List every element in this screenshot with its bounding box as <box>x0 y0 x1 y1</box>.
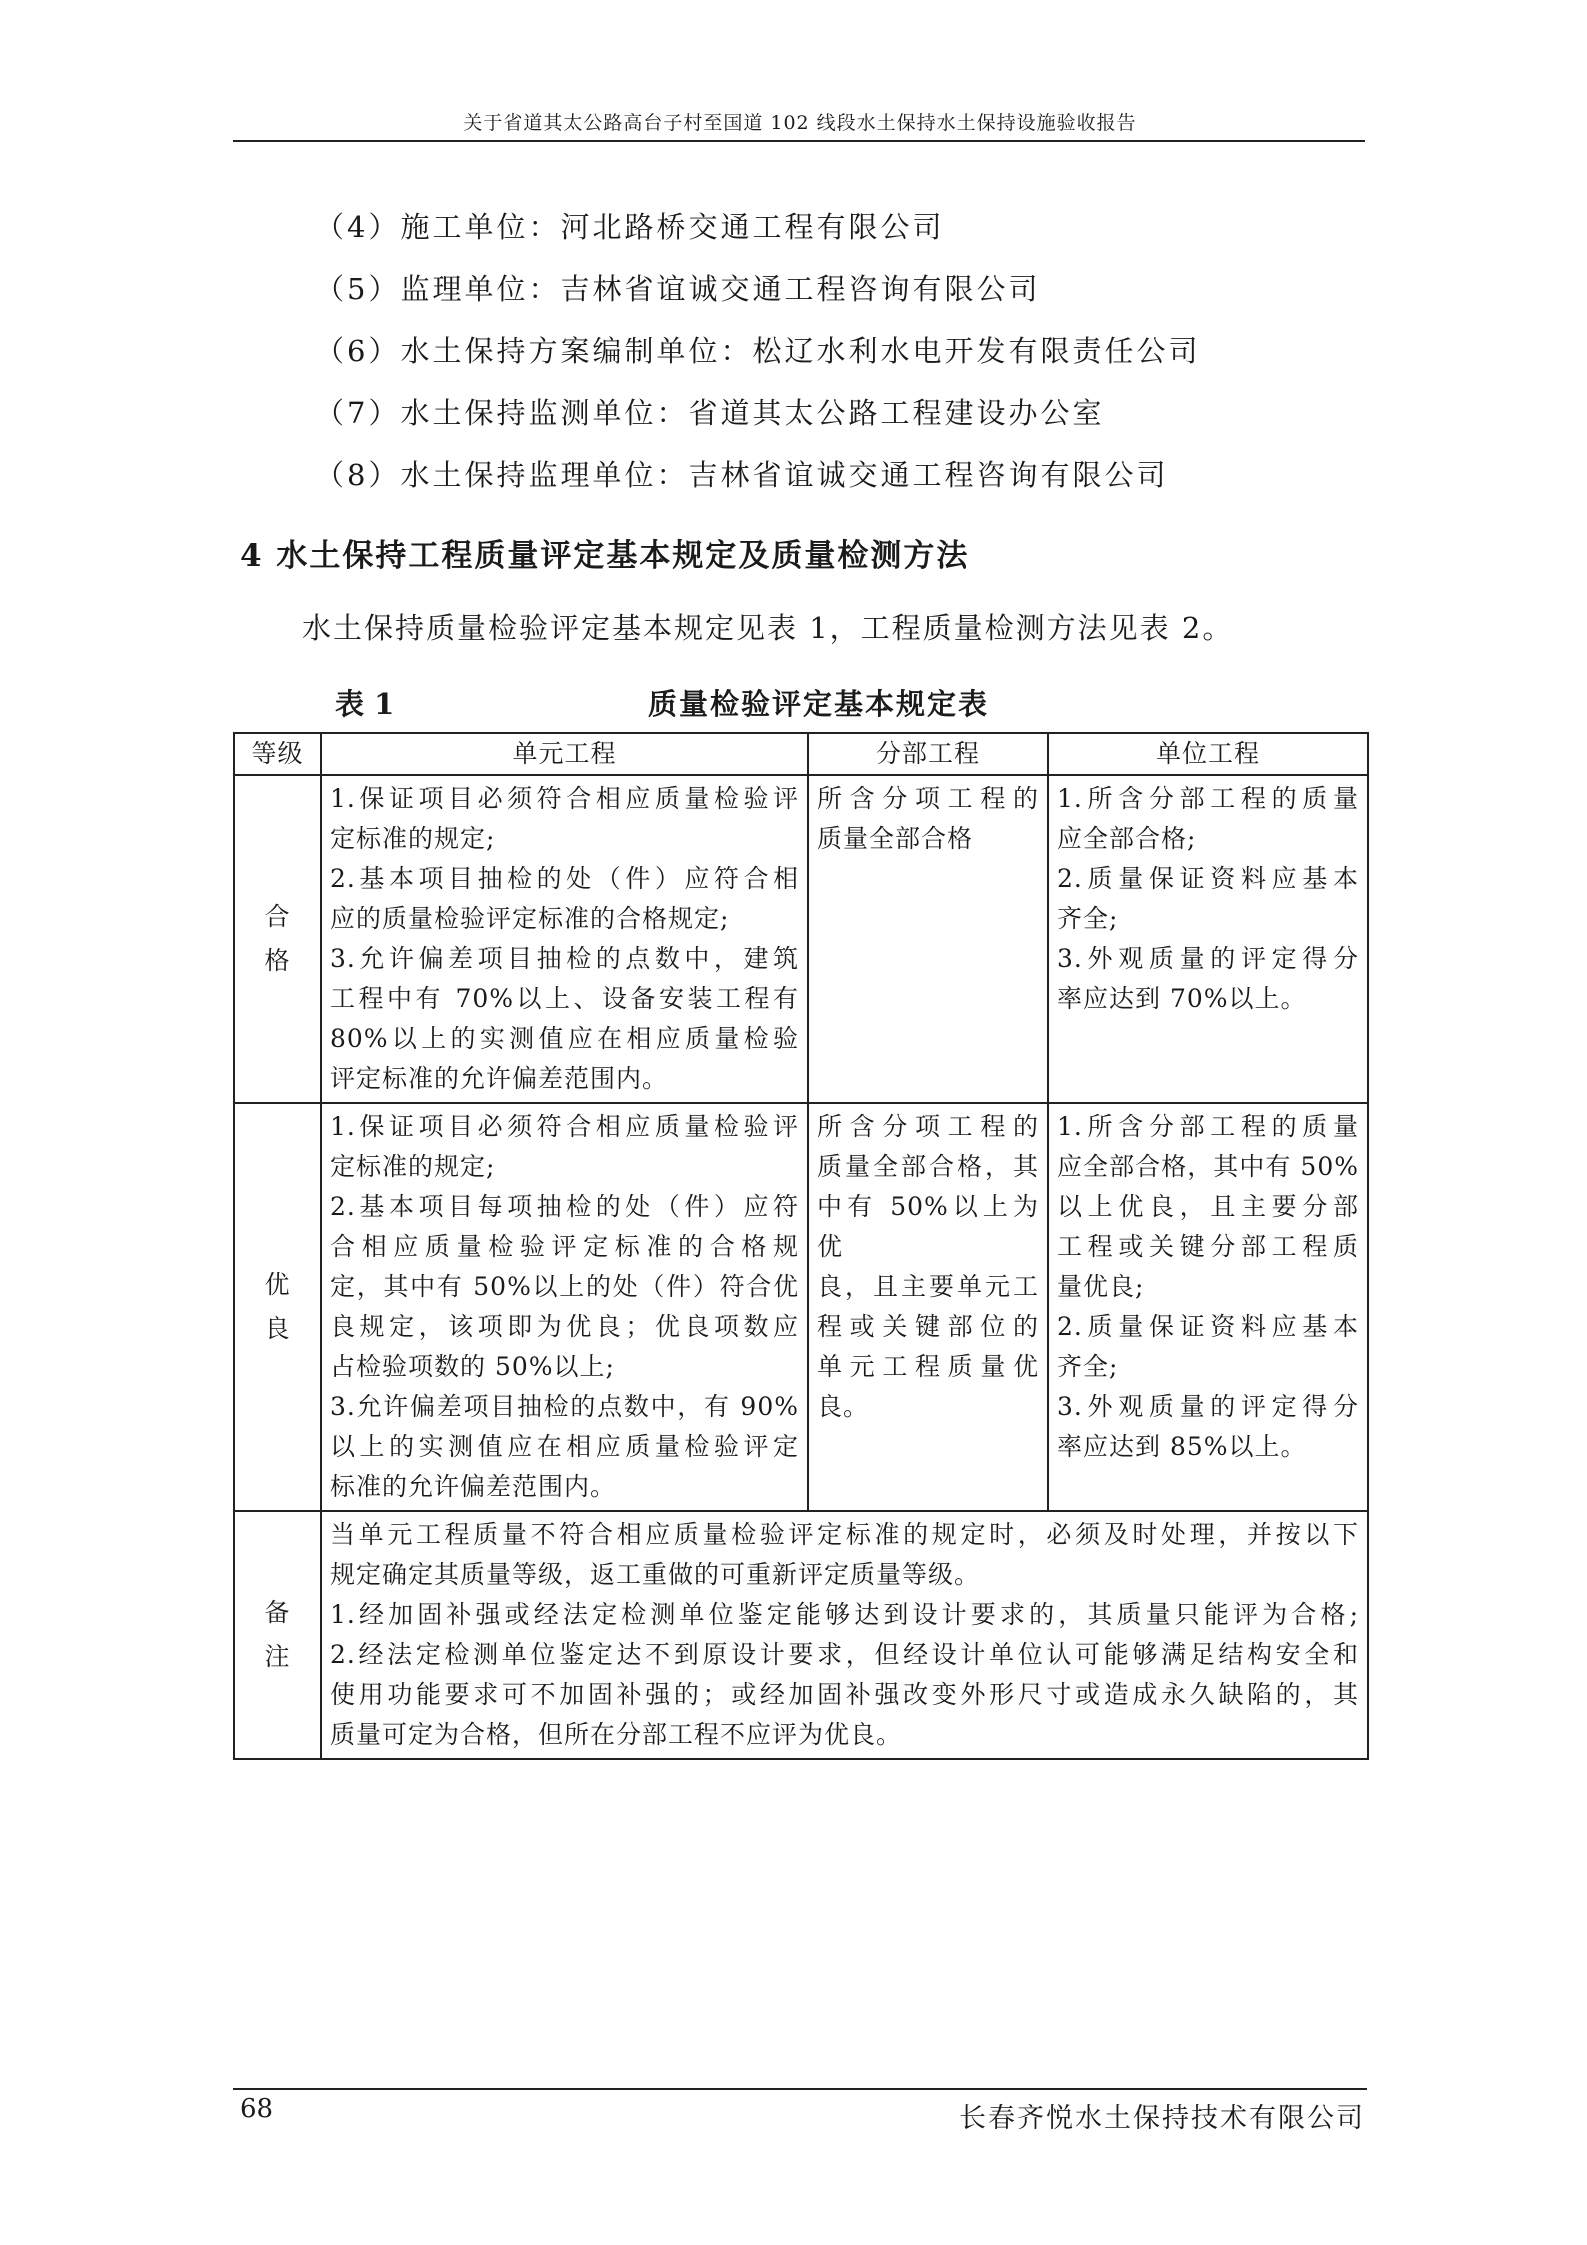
column-header-sub-project: 分部工程 <box>808 733 1048 775</box>
column-header-unit-project: 单元工程 <box>321 733 808 775</box>
list-item: （6）水土保持方案编制单位：松辽水利水电开发有限责任公司 <box>315 334 1201 368</box>
table-row-excellent <box>234 1103 1368 1511</box>
unit-project-cell: 1.保证项目必须符合相应质量检验评 定标准的规定; 2.基本项目抽检的处（件）应符合相 应的质量检验评定标准的合格规定; 3.允许偏差项目抽检的点数中，建筑 工程中有 70%以上、设备安装工程有 80%以上的实测值应在相应质量检验 评定标准的允许偏差范围内。 <box>321 775 808 1103</box>
remarks-cell: 当单元工程质量不符合相应质量检验评定标准的规定时，必须及时处理，并按以下 规定确定其质量等级，返工重做的可重新评定质量等级。 1.经加固补强或经法定检测单位鉴定能够达到设计要求的，其质量只能评为合格; 2.经法定检测单位鉴定达不到原设计要求，但经设计单位认可能够满足结构安全和 使用功能要求可不加固补强的；或经加固补强改变外形尺寸或造成永久缺陷的，其 质量可定为合格，但所在分部工程不应评为优良。 <box>321 1511 1368 1759</box>
header-divider <box>233 140 1365 142</box>
page-number: 68 <box>240 2094 274 2124</box>
table-row-remarks <box>234 1511 1368 1759</box>
table-row-pass <box>234 775 1368 1103</box>
footer-divider <box>233 2088 1367 2090</box>
body-paragraph: 水土保持质量检验评定基本规定见表 1，工程质量检测方法见表 2。 <box>302 611 1234 645</box>
list-item: （8）水土保持监理单位：吉林省谊诚交通工程咨询有限公司 <box>315 458 1169 492</box>
whole-project-cell: 1.所含分部工程的质量 应全部合格，其中有 50% 以上优良，且主要分部 工程或关键分部工程质 量优良; 2.质量保证资料应基本 齐全; 3.外观质量的评定得分 率应达到 85%以上。 <box>1048 1103 1368 1511</box>
footer-company: 长春齐悦水土保持技术有限公司 <box>959 2103 1365 2134</box>
column-header-grade: 等级 <box>234 733 321 775</box>
table-number: 表 1 <box>335 687 395 721</box>
unit-project-cell: 1.保证项目必须符合相应质量检验评 定标准的规定; 2.基本项目每项抽检的处（件）应符 合相应质量检验评定标准的合格规 定，其中有 50%以上的处（件）符合优 良规定，该项即为优良；优良项数应 占检验项数的 50%以上; 3.允许偏差项目抽检的点数中，有 90% 以上的实测值应在相应质量检验评定 标准的允许偏差范围内。 <box>321 1103 808 1511</box>
sub-project-cell: 所含分项工程的 质量全部合格 <box>808 775 1048 1103</box>
participating-units-list <box>315 196 1365 506</box>
whole-project-cell: 1.所含分部工程的质量 应全部合格; 2.质量保证资料应基本 齐全; 3.外观质量的评定得分 率应达到 70%以上。 <box>1048 775 1368 1103</box>
grade-cell: 优 良 <box>234 1103 321 1511</box>
sub-project-cell: 所含分项工程的 质量全部合格，其 中有 50%以上为优 良，且主要单元工 程或关键部位的 单元工程质量优 良。 <box>808 1103 1048 1511</box>
section-heading: 4 水土保持工程质量评定基本规定及质量检测方法 <box>240 538 970 574</box>
column-header-whole-project: 单位工程 <box>1048 733 1368 775</box>
table-header-row <box>234 733 1368 775</box>
grade-cell: 合 格 <box>234 775 321 1103</box>
list-item: （5）监理单位：吉林省谊诚交通工程咨询有限公司 <box>315 272 1041 306</box>
running-header: 关于省道其太公路高台子村至国道 102 线段水土保持水土保持设施验收报告 <box>463 112 1137 134</box>
list-item: （7）水土保持监测单位：省道其太公路工程建设办公室 <box>315 396 1105 430</box>
table-title: 质量检验评定基本规定表 <box>648 687 990 721</box>
quality-rules-table <box>233 732 1369 1760</box>
list-item: （4）施工单位：河北路桥交通工程有限公司 <box>315 210 945 244</box>
remarks-label-cell: 备 注 <box>234 1511 321 1759</box>
